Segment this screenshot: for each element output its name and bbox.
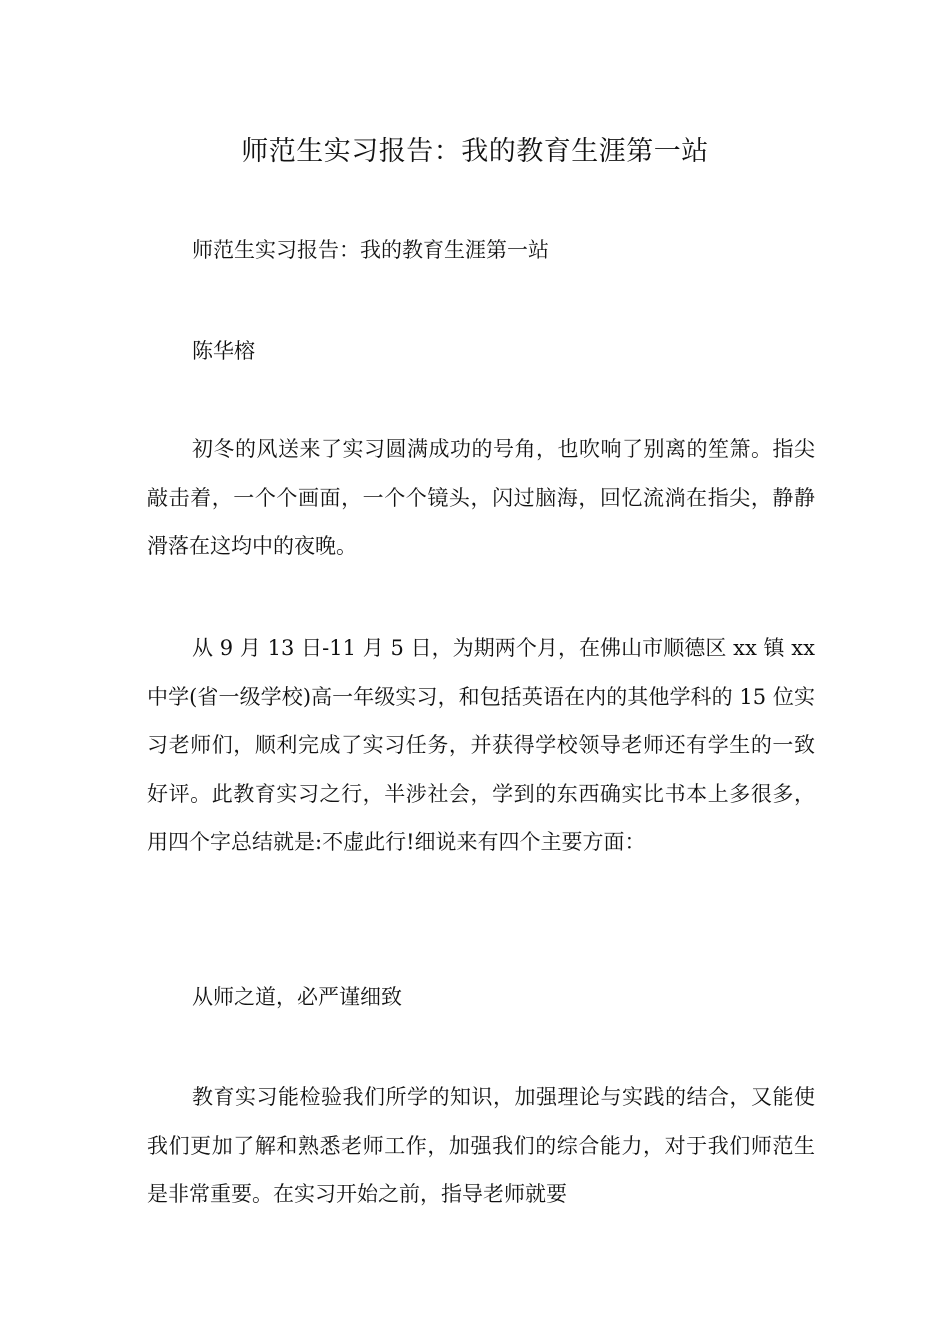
section-heading: 从师之道，必严谨细致	[192, 985, 402, 1009]
author-name: 陈华榕	[192, 339, 255, 363]
paragraph-intro: 初冬的风送来了实习圆满成功的号角，也吹响了别离的笙箫。指尖敲击着，一个个画面，一个个镜头，闪过脑海，回忆流淌在指尖，静静滑落在这均中的夜晚。	[147, 437, 815, 558]
document-subtitle: 师范生实习报告：我的教育生涯第一站	[192, 238, 549, 262]
paragraph-internship-summary: 从 9 月 13 日-11 月 5 日，为期两个月，在佛山市顺德区 xx 镇 xx 中学(省一级学校)高一年级实习，和包括英语在内的其他学科的 15 位实习老师们，顺利完成了实习任务，并获得学校领导老师还有学生的一致好评。此教育实习之行，半涉社会，学到的东西确实比书本上多很多，用四个字总结就是:不虚此行!细说来有四个主要方面：	[147, 636, 815, 854]
document-title: 师范生实习报告：我的教育生涯第一站	[241, 136, 709, 167]
paragraph-teaching-practice: 教育实习能检验我们所学的知识，加强理论与实践的结合，又能使我们更加了解和熟悉老师工作，加强我们的综合能力，对于我们师范生是非常重要。在实习开始之前，指导老师就要	[147, 1085, 815, 1206]
